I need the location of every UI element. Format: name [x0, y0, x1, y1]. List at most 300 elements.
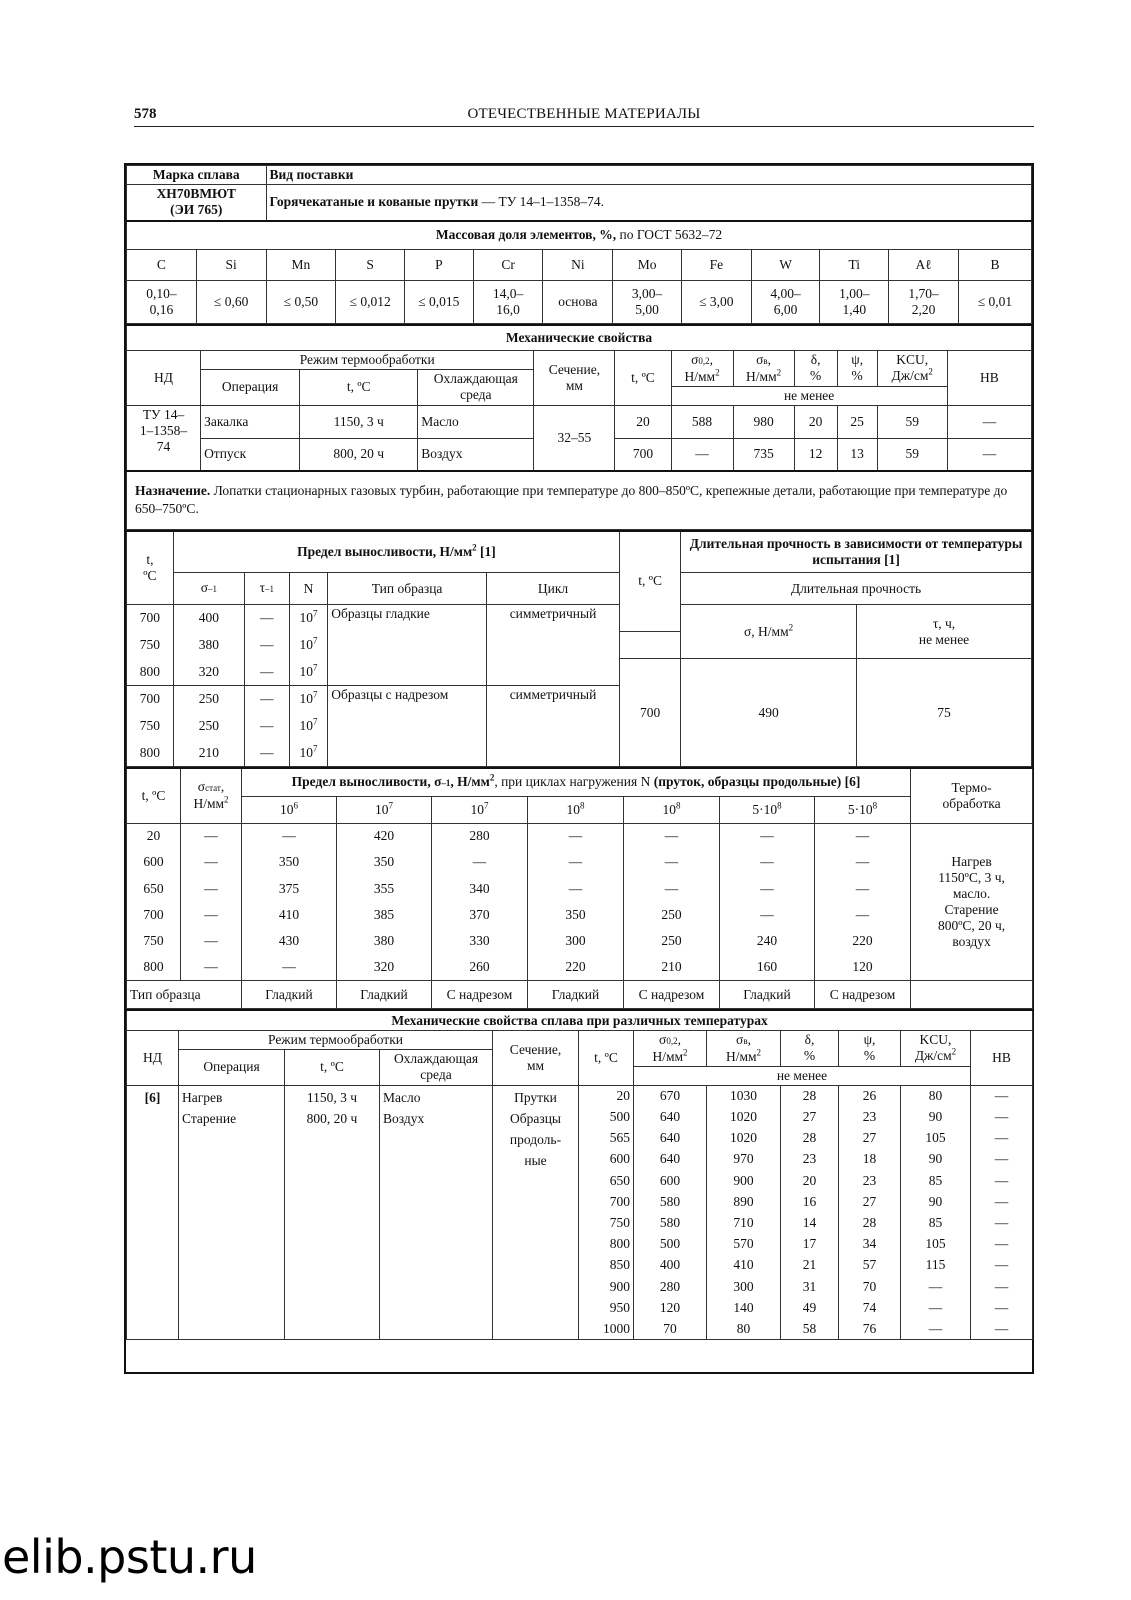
- element-name: B: [958, 250, 1031, 281]
- mt-psi: 23: [839, 1170, 901, 1191]
- psi-unit: %: [851, 368, 863, 383]
- n-exp: 7: [312, 689, 318, 700]
- mech-section: 32–55: [534, 405, 615, 471]
- delta-unit: %: [810, 368, 822, 383]
- n-base: 10: [299, 610, 313, 626]
- mt-psi: 57: [839, 1255, 901, 1276]
- cycle-exp: 7: [388, 800, 393, 810]
- mech-h-t: t, ºС: [300, 369, 418, 405]
- mt-hb: —: [971, 1318, 1033, 1339]
- f2-value: 260: [432, 954, 528, 980]
- f2-h-heat: Термо- обработка: [911, 768, 1033, 823]
- mt-h-mode: Режим термообработки: [179, 1030, 493, 1049]
- f2-t: 600: [127, 849, 181, 875]
- mech-h-hb: НВ: [947, 350, 1031, 405]
- mech-h-cool-1: Охлаждающая: [433, 371, 518, 386]
- mt-psi-symbol: ψ,: [863, 1032, 876, 1048]
- fatigue-h-tau: [244, 573, 289, 605]
- composition-title: [127, 221, 1032, 250]
- f2-value: 120: [815, 954, 911, 980]
- mt-cools: Масло Воздух: [380, 1085, 493, 1339]
- mt-delta: 17: [781, 1234, 839, 1255]
- kcu-unit-exp: 2: [928, 366, 933, 377]
- mt-psi: 26: [839, 1085, 901, 1106]
- mt-sv: 900: [707, 1170, 781, 1191]
- delta-symbol: δ,: [810, 352, 821, 367]
- f2-value: 350: [337, 849, 432, 875]
- mech-temp: 700: [615, 438, 671, 471]
- mt-s02: 280: [634, 1276, 707, 1297]
- mt-h-s02: σ0,2, $Н/мм^2$: [634, 1030, 707, 1066]
- fatigue-title-ref: [1]: [476, 543, 496, 559]
- table-row: [127, 954, 1033, 980]
- mech-h-mode: Режим термообработки: [201, 350, 534, 369]
- fatigue-t: 700: [127, 686, 174, 713]
- element-value: ≤ 0,50: [266, 281, 336, 324]
- mt-sv: 710: [707, 1212, 781, 1233]
- mt-delta: 27: [781, 1106, 839, 1127]
- cycle-base: 10: [375, 801, 389, 817]
- mt-nd: [6]: [127, 1085, 179, 1339]
- mt-sv-symbol: σ: [736, 1031, 744, 1047]
- element-value: 3,00– 5,00: [613, 281, 682, 324]
- kcu-unit: Дж/см: [891, 368, 929, 383]
- f2-value: 160: [720, 954, 815, 980]
- n-exp: 7: [312, 635, 318, 646]
- fatigue-tau: —: [244, 713, 289, 740]
- fatigue-longterm-table: [126, 530, 1032, 768]
- f2-value: 355: [337, 876, 432, 902]
- n-exp: 7: [312, 716, 318, 727]
- mt-kcu: 115: [901, 1255, 971, 1276]
- mt-temp: 850: [579, 1255, 634, 1276]
- mt-psi: 70: [839, 1276, 901, 1297]
- mt-temp: 900: [579, 1276, 634, 1297]
- fatigue-type: Образцы гладкие: [328, 605, 487, 686]
- f2-value: 320: [337, 954, 432, 980]
- s02-subscript: 0,2: [698, 355, 710, 366]
- fatigue-t: 800: [127, 740, 174, 767]
- fatigue-h-t: t, ºС: [127, 531, 174, 605]
- mt-s02: 70: [634, 1318, 707, 1339]
- mt-temp: 650: [579, 1170, 634, 1191]
- fatigue-h-cycle: Цикл: [486, 573, 619, 605]
- mt-delta: 28: [781, 1085, 839, 1106]
- element-value: ≤ 3,00: [681, 281, 751, 324]
- cycle-exp: 8: [676, 800, 681, 810]
- f2-sstat: —: [181, 823, 242, 849]
- element-name: Mo: [613, 250, 682, 281]
- mt-sv: 410: [707, 1255, 781, 1276]
- f2-value: 220: [815, 928, 911, 954]
- f2-value: 420: [337, 823, 432, 849]
- mt-h-section-1: Сечение,: [509, 1041, 562, 1057]
- page-number: 578: [134, 106, 157, 122]
- f2-value: 330: [432, 928, 528, 954]
- element-value: 1,70– 2,20: [889, 281, 959, 324]
- f2-sstat: —: [181, 928, 242, 954]
- mt-psi-unit: %: [863, 1048, 876, 1064]
- f2-value: —: [624, 876, 720, 902]
- delivery-label: Вид поставки: [266, 166, 1032, 185]
- n-base: 10: [299, 663, 313, 679]
- fatigue-tau: —: [244, 632, 289, 659]
- fatigue-sigma-sub: –1: [207, 584, 217, 594]
- fatigue-n: [289, 740, 328, 767]
- mt-delta-symbol: δ,: [804, 1032, 815, 1048]
- mech-h-section-1: Сечение,: [548, 361, 601, 377]
- mt-delta: 58: [781, 1318, 839, 1339]
- cycle-exp: 7: [484, 800, 489, 810]
- mech-t: 1150, 3 ч: [300, 405, 418, 438]
- element-value: ≤ 0,015: [404, 281, 473, 324]
- mt-hb: —: [971, 1085, 1033, 1106]
- f2-value: 385: [337, 902, 432, 928]
- mt-temp: 20: [579, 1085, 634, 1106]
- delivery-form: Горячекатаные и кованые прутки: [269, 194, 479, 210]
- mech-hb: —: [947, 438, 1031, 471]
- cycle-base: 5·10: [847, 801, 873, 817]
- page-header: [134, 106, 1034, 127]
- mech-h-s02: σ0,2, $Н/мм^2$: [671, 350, 733, 386]
- mt-temp: 800: [579, 1234, 634, 1255]
- n-base: 10: [299, 691, 313, 707]
- f2-title-bold: Предел выносливости, σ: [291, 773, 442, 789]
- mt-s02-subscript: 0,2: [666, 1035, 678, 1046]
- fatigue-tau: —: [244, 605, 289, 632]
- fatigue-n: [289, 686, 328, 713]
- mt-s02: 640: [634, 1128, 707, 1149]
- delivery-standard: — ТУ 14–1–1358–74.: [478, 194, 605, 210]
- mech-psi: 25: [837, 405, 877, 438]
- mt-sv-unit: Н/мм: [725, 1048, 757, 1064]
- sv-unit-exp: 2: [776, 367, 782, 377]
- mech-s02: 588: [671, 405, 733, 438]
- longterm-sub: Длительная прочность: [681, 573, 1032, 605]
- mt-s02: 400: [634, 1255, 707, 1276]
- mech-delta: 12: [794, 438, 837, 471]
- table-row: [127, 902, 1033, 928]
- fatigue-sigma: 320: [173, 659, 244, 686]
- f2-cycle-count: [242, 796, 337, 823]
- mt-kcu: 85: [901, 1170, 971, 1191]
- f2-value: —: [720, 823, 815, 849]
- mech-title: Механические свойства: [127, 325, 1032, 350]
- mt-kcu: 105: [901, 1234, 971, 1255]
- mech-nd-value: ТУ 14– 1–1358– 74: [127, 405, 201, 471]
- mt-h-temp: t, ºС: [579, 1030, 634, 1085]
- mt-body: [127, 1085, 1033, 1339]
- fatigue-title: [173, 531, 619, 573]
- mt-h-section: [493, 1030, 579, 1085]
- s02-unit-exp: 2: [715, 367, 720, 377]
- f2-title-sub: –1: [441, 777, 451, 788]
- element-values-row: [127, 281, 1032, 324]
- f2-value: —: [815, 849, 911, 875]
- table-row: [127, 849, 1033, 875]
- mt-s02: 640: [634, 1149, 707, 1170]
- element-name: S: [336, 250, 405, 281]
- mt-temp: 700: [579, 1191, 634, 1212]
- table-row: [127, 1085, 1033, 1106]
- mech-h-kcu: [877, 350, 947, 386]
- mt-delta: 49: [781, 1297, 839, 1318]
- fatigue-tau-sub: –1: [265, 584, 275, 594]
- mt-hb: —: [971, 1276, 1033, 1297]
- element-value: 1,00– 1,40: [820, 281, 889, 324]
- mt-temp: 950: [579, 1297, 634, 1318]
- f2-value: —: [528, 823, 624, 849]
- longterm-h-tau: [857, 605, 1032, 659]
- f2-title-bold2: , Н/мм: [450, 773, 490, 789]
- mt-delta: 20: [781, 1170, 839, 1191]
- mt-hb: —: [971, 1170, 1033, 1191]
- f2-value: —: [624, 849, 720, 875]
- cycle-base: 10: [280, 801, 294, 817]
- cycle-exp: 8: [580, 800, 585, 810]
- element-name: Ti: [820, 250, 889, 281]
- longterm-h-t: t, ºС: [620, 531, 681, 632]
- f2-value: —: [720, 876, 815, 902]
- f2-value: 220: [528, 954, 624, 980]
- f2-value: 350: [528, 902, 624, 928]
- fatigue-h-sigma: [173, 573, 244, 605]
- fatigue-t: 800: [127, 659, 174, 686]
- mt-s02: 580: [634, 1191, 707, 1212]
- f2-cycle-count: [624, 796, 720, 823]
- longterm-tau-label: τ, ч,: [932, 615, 956, 631]
- cycle-exp: 8: [777, 800, 782, 810]
- sv-unit: Н/мм: [746, 368, 777, 384]
- f2-value: 370: [432, 902, 528, 928]
- mt-sv: 570: [707, 1234, 781, 1255]
- kcu-symbol: KCU,: [896, 352, 929, 367]
- f2-value: 250: [624, 928, 720, 954]
- sstat-symbol: σ: [197, 779, 206, 795]
- mt-kcu-unit: Дж/см: [914, 1048, 952, 1064]
- mech-h-op: Операция: [201, 369, 300, 405]
- element-name: W: [751, 250, 820, 281]
- mt-sv: 300: [707, 1276, 781, 1297]
- mt-temp: 600: [579, 1149, 634, 1170]
- f2-value: —: [432, 849, 528, 875]
- f2-value: —: [815, 823, 911, 849]
- mt-sv: 80: [707, 1318, 781, 1339]
- f2-t: 650: [127, 876, 181, 902]
- psi-symbol: ψ,: [851, 352, 864, 367]
- mt-delta: 31: [781, 1276, 839, 1297]
- mt-ts: 1150, 3 ч 800, 20 ч: [285, 1085, 380, 1339]
- f2-value: 410: [242, 902, 337, 928]
- f2-type: Гладкий: [242, 981, 337, 1009]
- f2-cycle-count: [337, 796, 432, 823]
- mt-s02: 120: [634, 1297, 707, 1318]
- mt-psi: 34: [839, 1234, 901, 1255]
- mt-s02: 500: [634, 1234, 707, 1255]
- composition-title-bold: Массовая доля элементов, %,: [435, 227, 617, 243]
- f2-cycle-count: [815, 796, 911, 823]
- sv-subscript: в: [763, 355, 768, 366]
- fatigue-t: 750: [127, 713, 174, 740]
- f2-value: —: [815, 876, 911, 902]
- grade-label: Марка сплава: [127, 166, 267, 185]
- sstat-unit: Н/мм: [193, 796, 225, 812]
- fatigue-sigma: 250: [173, 713, 244, 740]
- f2-cycle-count: [528, 796, 624, 823]
- table-row: [127, 823, 1033, 849]
- grade-name: ХН70ВМЮТ: [156, 186, 236, 202]
- mech-op: Отпуск: [201, 438, 300, 471]
- mt-temp: 500: [579, 1106, 634, 1127]
- mt-kcu-unit-exp: 2: [951, 1046, 957, 1057]
- mt-kcu: 80: [901, 1085, 971, 1106]
- n-exp: 7: [312, 743, 318, 754]
- n-base: 10: [299, 718, 313, 733]
- mt-psi: 74: [839, 1297, 901, 1318]
- mt-kcu: 90: [901, 1191, 971, 1212]
- n-exp: 7: [312, 662, 318, 673]
- fatigue-sigma: 250: [173, 686, 244, 713]
- s02-unit: Н/мм: [684, 368, 716, 384]
- f2-value: 240: [720, 928, 815, 954]
- sstat-subscript: стат: [205, 783, 221, 794]
- sstat-unit-exp: 2: [224, 794, 229, 805]
- mech-sv: 980: [733, 405, 794, 438]
- s02-symbol: σ: [691, 351, 699, 367]
- fatigue-n: [289, 632, 328, 659]
- cycle-base: 10: [566, 801, 580, 817]
- mt-h-kcu: [901, 1030, 971, 1066]
- mt-hb: —: [971, 1191, 1033, 1212]
- element-name: Ni: [543, 250, 613, 281]
- mech-hb: —: [947, 405, 1031, 438]
- fatigue-h-type: Тип образца: [328, 573, 487, 605]
- mech-kcu: 59: [877, 438, 947, 471]
- mt-psi: 27: [839, 1128, 901, 1149]
- mt-kcu: —: [901, 1318, 971, 1339]
- f2-value: 375: [242, 876, 337, 902]
- mt-kcu: 90: [901, 1106, 971, 1127]
- mech-t: 800, 20 ч: [300, 438, 418, 471]
- grade-alias: (ЭИ 765): [170, 202, 223, 218]
- mt-s02: 580: [634, 1212, 707, 1233]
- element-value: 4,00– 6,00: [751, 281, 820, 324]
- mt-hb: —: [971, 1212, 1033, 1233]
- f2-title: [242, 768, 911, 796]
- f2-type: С надрезом: [815, 981, 911, 1009]
- fatigue-tau: —: [244, 740, 289, 767]
- mt-delta: 23: [781, 1149, 839, 1170]
- mt-psi: 23: [839, 1106, 901, 1127]
- f2-value: —: [720, 902, 815, 928]
- element-value: ≤ 0,012: [336, 281, 405, 324]
- composition-standard: по ГОСТ 5632–72: [616, 227, 723, 243]
- mt-delta: 28: [781, 1128, 839, 1149]
- fatigue-t: 700: [127, 605, 174, 632]
- mt-hb: —: [971, 1149, 1033, 1170]
- f2-value: —: [720, 849, 815, 875]
- mech-temperature-table: [126, 1009, 1033, 1340]
- f2-cycle-count: [720, 796, 815, 823]
- mech-cool: Масло: [418, 405, 534, 438]
- mt-hb: —: [971, 1297, 1033, 1318]
- mt-delta: 21: [781, 1255, 839, 1276]
- element-value: 14,0– 16,0: [473, 281, 543, 324]
- element-name: Si: [196, 250, 266, 281]
- mech-h-cool-2: среда: [460, 387, 492, 402]
- mt-h-cool-1: Охлаждающая: [393, 1051, 479, 1067]
- element-value: 0,10– 0,16: [127, 281, 197, 324]
- mt-temp: 750: [579, 1212, 634, 1233]
- mt-sv: 890: [707, 1191, 781, 1212]
- f2-value: 250: [624, 902, 720, 928]
- mt-s02-unit: Н/мм: [652, 1048, 684, 1064]
- f2-value: —: [624, 823, 720, 849]
- mt-kcu: 85: [901, 1212, 971, 1233]
- mt-kcu: —: [901, 1297, 971, 1318]
- element-names-row: [127, 250, 1032, 281]
- fatigue-tau-symbol: τ: [259, 580, 266, 595]
- mech-h-section-2: мм: [565, 377, 583, 393]
- element-name: Fe: [681, 250, 751, 281]
- mechanical-properties-table: [126, 324, 1032, 530]
- f2-title-bold3: (пруток, образцы продольные) [6]: [653, 773, 861, 789]
- mech-h-psi: [837, 350, 877, 386]
- element-name: C: [127, 250, 197, 281]
- mt-section: Прутки Образцы продоль- ные: [493, 1085, 579, 1339]
- mech-kcu: 59: [877, 405, 947, 438]
- cycle-base: 10: [662, 801, 676, 817]
- mt-not-less: не менее: [634, 1066, 971, 1085]
- purpose-body: Лопатки стационарных газовых турбин, работающие при температуре до 800–850ºС, крепежные детали, работающие при температуре до 650–750ºС.: [135, 483, 1008, 517]
- f2-t: 700: [127, 902, 181, 928]
- mt-sv-unit-exp: 2: [756, 1047, 762, 1058]
- f2-t: 750: [127, 928, 181, 954]
- fatigue-h-n: N: [289, 573, 328, 605]
- f2-value: 210: [624, 954, 720, 980]
- mech-sv: 735: [733, 438, 794, 471]
- fatigue-sigma-symbol: σ: [200, 580, 208, 595]
- mt-s02: 640: [634, 1106, 707, 1127]
- mech-h-section: [534, 350, 615, 405]
- fatigue-n: [289, 605, 328, 632]
- mt-delta: 14: [781, 1212, 839, 1233]
- mt-sv-subscript: в: [743, 1035, 748, 1046]
- cycle-exp: 6: [293, 800, 298, 810]
- mech-psi: 13: [837, 438, 877, 471]
- mech-not-less: не менее: [671, 386, 947, 405]
- f2-t: 800: [127, 954, 181, 980]
- f2-value: —: [242, 823, 337, 849]
- f2-sstat: —: [181, 902, 242, 928]
- cycle-base: 10: [470, 801, 484, 817]
- mt-ops: Нагрев Старение: [179, 1085, 285, 1339]
- f2-value: —: [815, 902, 911, 928]
- mt-h-op: Операция: [179, 1049, 285, 1085]
- element-value: ≤ 0,60: [196, 281, 266, 324]
- f2-cycles-row: [127, 796, 1033, 823]
- f2-sstat: —: [181, 876, 242, 902]
- mt-kcu: 90: [901, 1149, 971, 1170]
- mt-h-psi: [839, 1030, 901, 1066]
- f2-h-t: t, ºС: [127, 768, 181, 823]
- f2-cycle-count: [432, 796, 528, 823]
- longterm-sigma-label: σ, Н/мм: [744, 623, 789, 639]
- mt-sv: 1030: [707, 1085, 781, 1106]
- mt-psi: 76: [839, 1318, 901, 1339]
- mt-hb: —: [971, 1234, 1033, 1255]
- element-name: P: [404, 250, 473, 281]
